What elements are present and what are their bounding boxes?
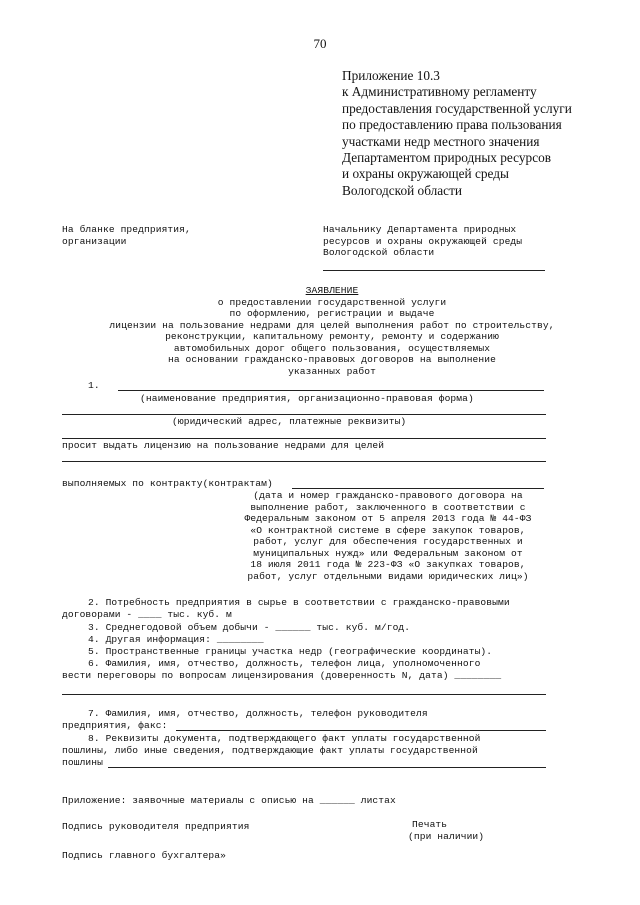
title-line: по оформлению, регистрации и выдаче [229,308,435,319]
title-line: на основании гражданско-правовых договоров на выполнение [167,354,496,365]
contract-caption-line: работ, услуг для обеспечения государственных и [253,536,523,547]
addressee [323,224,522,259]
legal-address-field-2[interactable] [62,438,546,439]
contract-caption-line: (дата и номер гражданско-правового договора на [253,490,523,501]
item-5: 5. Пространственные границы участка недр (географические координаты). [88,646,493,657]
representative-field[interactable] [62,694,546,695]
company-name-field[interactable] [118,390,544,391]
item-8-line-3: пошлины [62,757,104,768]
purpose-field[interactable] [62,461,546,462]
title-line: о предоставлении государственной услуги [217,296,447,308]
page-number: 70 [313,36,327,51]
title-block [62,285,602,377]
contract-field[interactable] [292,488,544,489]
item-7-line-2: предприятия, факс: [62,720,168,731]
request-text: просит выдать лицензию на пользование недрами для целей [62,440,385,451]
appendix-line: и охраны окружающей среды [342,166,509,182]
title-line: реконструкции, капитальному ремонту, ремонту и содержанию [165,331,499,342]
addressee-line-blank [323,270,545,271]
contract-caption-line: работ, услуг отдельными видами юридических лиц») [247,570,529,582]
appendix-line: по предоставлению права пользования [342,117,562,133]
title-line: лицензии на пользование недрами для целей выполнения работ по строительству, [109,319,555,331]
head-contact-field[interactable] [176,730,546,731]
item-3: 3. Среднегодовой объем добычи - ______ тыс. куб. м/год. [88,622,411,633]
signature-accountant-label: Подпись главного бухгалтера» [62,850,227,861]
contract-caption-line: «О контрактной системе в сфере закупок товаров, [250,524,526,536]
contract-caption-line: 18 июля 2011 года № 223-ФЗ «О закупках товаров, [250,559,526,570]
addressee-line: ресурсов и охраны окружающей среды [323,235,523,247]
signature-head-label: Подпись руководителя предприятия [62,821,250,832]
letterhead-line: На бланке предприятия, [62,224,191,235]
item-8-line-1: 8. Реквизиты документа, подтверждающего факт уплаты государственной [88,733,481,744]
item-2-line-1: 2. Потребность предприятия в сырье в соответствии с гражданско-правовыми [88,597,510,608]
item-6-line-2: вести переговоры по вопросам лицензирования (доверенность N, дата) ________ [62,670,502,681]
title-line: автомобильных дорог общего пользования, осуществляемых [173,342,491,354]
item-6-line-1: 6. Фамилия, имя, отчество, должность, телефон лица, уполномоченного [88,658,481,669]
contract-caption-line: выполнение работ, заключенного в соответствии с [250,501,526,513]
company-name-caption: (наименование предприятия, организационно-правовая форма) [140,393,474,404]
stamp-note: (при наличии) [408,831,485,842]
contract-caption-line: Федеральным законом от 5 апреля 2013 года № 44-ФЗ [244,513,532,524]
section-1-number: 1. [88,380,100,391]
item-7-line-1: 7. Фамилия, имя, отчество, должность, телефон руководителя [88,708,428,719]
document-title: ЗАЯВЛЕНИЕ [305,285,359,296]
contract-caption [228,490,548,582]
addressee-line: Вологодской области [323,247,435,258]
appendix-line: Департаментом природных ресурсов [342,150,552,166]
appendix-line: Вологодской области [342,182,463,198]
legal-address-field[interactable] [62,414,546,415]
stamp-label: Печать [412,819,448,830]
addressee-line: Начальнику Департамента природных [323,224,517,235]
item-2-line-2: договорами - ____ тыс. куб. м [62,609,232,620]
item-4: 4. Другая информация: ________ [88,634,264,645]
appendix-header [342,68,572,199]
appendix-line: участками недр местного значения [342,133,540,149]
contract-label: выполняемых по контракту(контрактам) [62,478,273,489]
fee-details-field[interactable] [108,767,546,768]
letterhead [62,224,191,247]
attachment-note: Приложение: заявочные материалы с описью на ______ листах [62,795,396,806]
title-line: указанных работ [288,365,376,377]
appendix-line: к Административному регламенту [342,84,537,100]
legal-address-caption: (юридический адрес, платежные реквизиты) [172,416,407,427]
contract-caption-line: муниципальных нужд» или Федеральным законом от [253,547,523,559]
letterhead-line: организации [62,235,127,247]
appendix-line: предоставления государственной услуги [342,100,572,116]
appendix-line: Приложение 10.3 [342,68,440,83]
item-8-line-2: пошлины, либо иные сведения, подтверждающие факт уплаты государственной [62,745,478,756]
